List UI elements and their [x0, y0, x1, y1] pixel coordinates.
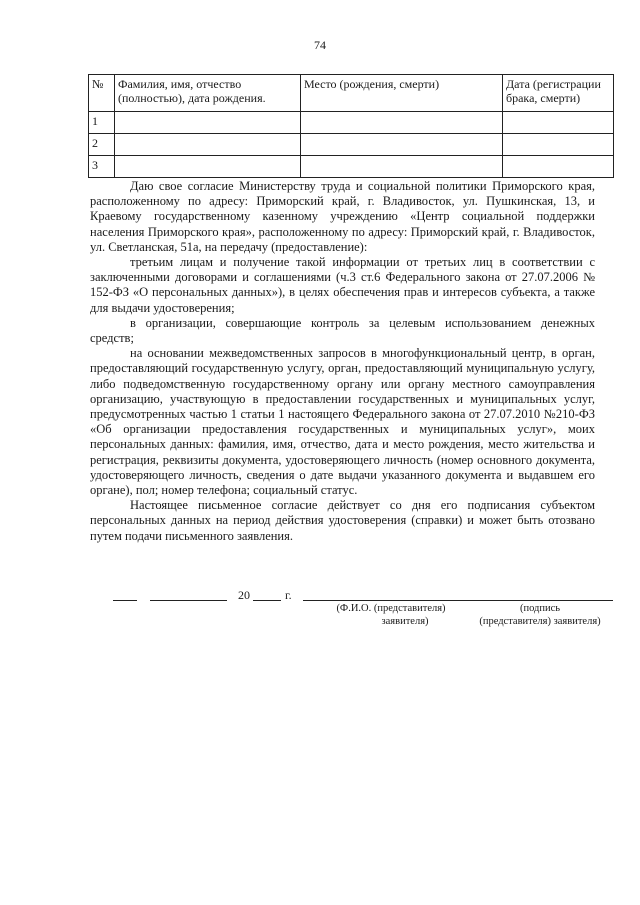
table-row: [89, 156, 614, 178]
year-prefix: 20: [238, 588, 250, 602]
cell-place: [301, 112, 503, 134]
cell-full-name: [115, 134, 301, 156]
signature-caption-line1: (подпись: [519, 603, 561, 614]
signature-blank: [303, 588, 613, 601]
day-blank: [113, 588, 137, 601]
row-number: 1: [89, 112, 115, 134]
signature-caption: [470, 602, 610, 628]
cell-date: [503, 112, 614, 134]
row-number: 3: [89, 156, 115, 178]
consent-paragraph: Даю свое согласие Министерству труда и социальной политики Приморского края, расположенному по адресу: Приморский край, г. Владивосток, ул. Пушкинская, 13, и Краевому государственному казенному учреждению «Центр социальной поддержки населения Приморского края», расположенному по адресу: Приморский край, г. Владивосток, ул. Светланская, 51а, на передачу (предоставление):: [90, 179, 595, 254]
consent-paragraph: Настоящее письменное согласие действует со дня его подписания субъектом персональных данных на период действия удостоверения (справки) и может быть отозвано путем подачи письменного заявления.: [90, 498, 595, 543]
month-blank: [150, 588, 227, 601]
table-row: [89, 134, 614, 156]
header-place: Место (рождения, смерти): [301, 75, 503, 112]
header-full-name: Фамилия, имя, отчество (полностью), дата рождения.: [115, 75, 301, 112]
consent-paragraph: в организации, совершающие контроль за целевым использованием денежных средств;: [90, 315, 595, 346]
table-header-row: [89, 75, 614, 112]
consent-paragraph: на основании межведомственных запросов в многофункциональный центр, в орган, предоставляющий государственную услугу, орган, предоставляющий муниципальную услугу, либо подведомственную государственному органу или органу местного самоуправления организацию, участвующую в предоставлении государственных и муниципальных услуг, предусмотренных частью 1 статьи 1 настоящего Федерального закона от 27.07.2010 №210-ФЗ «Об организации предоставления государственных и муниципальных услуг», моих персональных данных: фамилия, имя, отчество, дата и место рождения, место жительства и регистрация, реквизиты документа, удостоверяющего личность (номер основного документа, удостоверяющего личность, сведения о дате выдачи указанного документа и выдавшем его органе), пол; номер телефона; социальный статус.: [90, 346, 595, 498]
signature-caption-line2: (представителя) заявителя): [479, 616, 601, 627]
table-row: [89, 112, 614, 134]
header-number: №: [89, 75, 115, 112]
cell-place: [301, 156, 503, 178]
cell-place: [301, 134, 503, 156]
consent-paragraph: третьим лицам и получение такой информации от третьих лиц в соответствии с заключенными договорами и соглашениями (ч.3 ст.6 Федерального закона от 27.07.2006 № 152-ФЗ «О персональных данных»), в целях обеспечения прав и интересов субъекта, а также для выдачи удостоверения;: [90, 255, 595, 315]
family-records-table: [88, 74, 614, 178]
cell-date: [503, 134, 614, 156]
name-caption: [316, 602, 466, 628]
consent-text: [90, 179, 595, 544]
row-number: 2: [89, 134, 115, 156]
page-number: 74: [314, 38, 326, 52]
cell-full-name: [115, 112, 301, 134]
header-date: Дата (регистрации брака, смерти): [503, 75, 614, 112]
year-blank: [253, 588, 281, 601]
cell-full-name: [115, 156, 301, 178]
name-caption-line2: заявителя): [381, 616, 429, 627]
cell-date: [503, 156, 614, 178]
year-suffix: г.: [285, 588, 292, 602]
name-caption-line1: (Ф.И.О. (представителя): [336, 603, 446, 614]
